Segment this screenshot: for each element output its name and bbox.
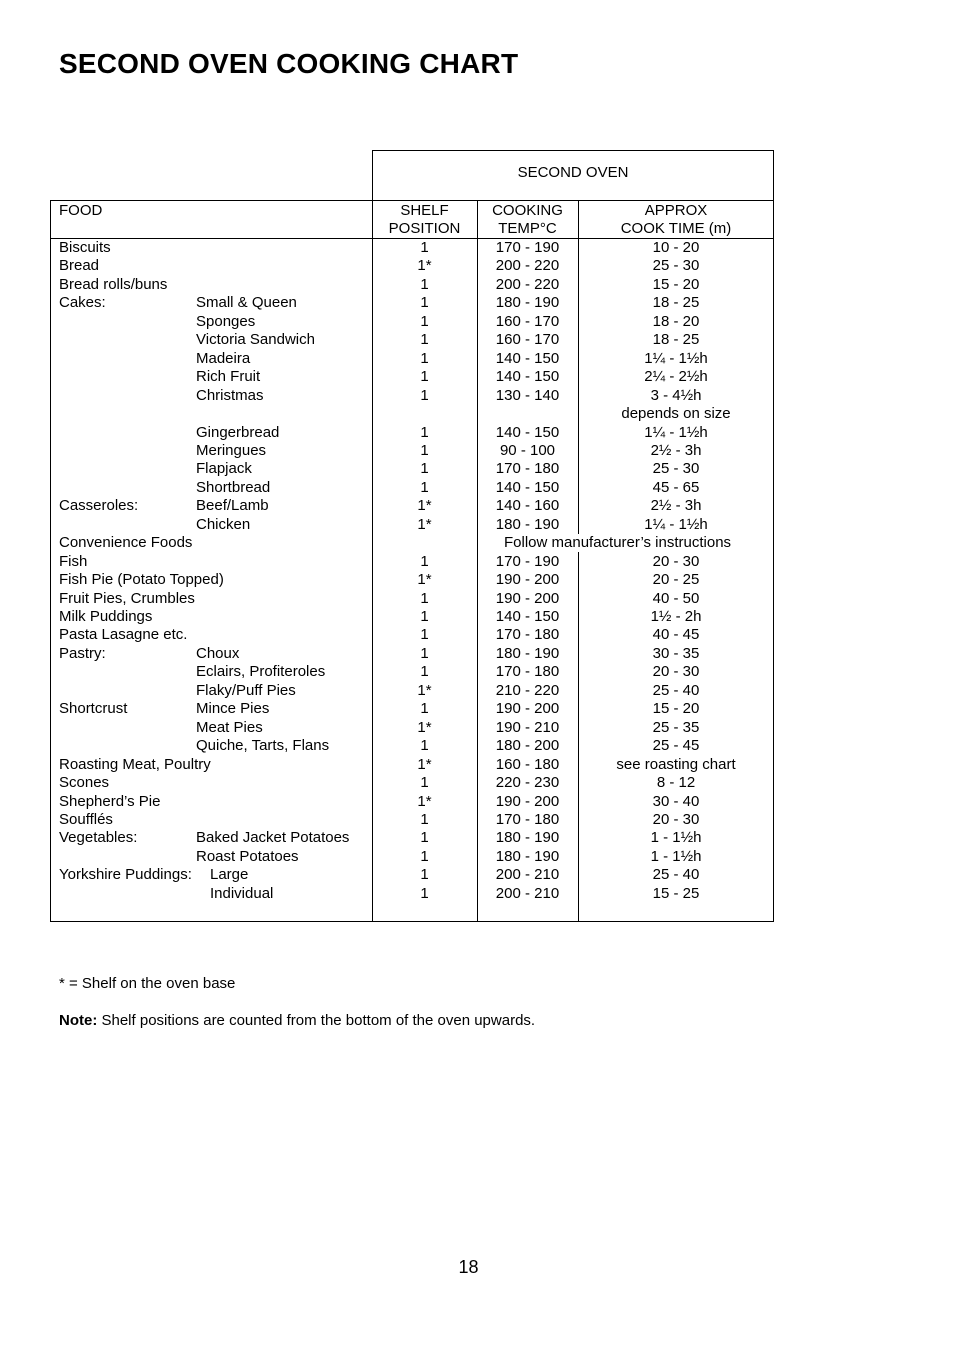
- row-23-shelf: 1: [420, 663, 429, 681]
- row-17-time: 20 - 30: [652, 552, 700, 570]
- row-34-variant: Large: [210, 866, 249, 884]
- row-14-variant: Beef/Lamb: [196, 497, 269, 515]
- time-header-line1: APPROX: [644, 202, 708, 219]
- row-14-temp: 140 - 160: [495, 497, 560, 515]
- row-7-time: 2¼ - 2½h: [644, 368, 708, 386]
- row-15-shelf: 1*: [417, 515, 432, 533]
- row-2-temp: 200 - 220: [495, 275, 560, 293]
- row-21-temp: 170 - 180: [495, 626, 560, 644]
- row-8-time: 3 - 4½h: [650, 386, 702, 404]
- second-oven-heading: SECOND OVEN: [517, 164, 629, 181]
- row-22-time: 30 - 35: [652, 644, 700, 662]
- row-24-shelf: 1*: [417, 681, 432, 699]
- row-34-time: 25 - 40: [652, 866, 700, 884]
- row-21-food: Pasta Lasagne etc.: [59, 626, 188, 644]
- row-19-time: 40 - 50: [652, 589, 700, 607]
- row-5-variant: Victoria Sandwich: [196, 331, 315, 349]
- row-5-time: 18 - 25: [652, 331, 700, 349]
- row-6-shelf: 1: [420, 349, 429, 367]
- row-4-shelf: 1: [420, 312, 429, 330]
- row-11-shelf: 1: [420, 441, 429, 459]
- row-13-temp: 140 - 150: [495, 478, 560, 496]
- temp-header-line2: TEMP°C: [498, 220, 557, 237]
- row-17-temp: 170 - 190: [495, 552, 560, 570]
- row-6-temp: 140 - 150: [495, 349, 560, 367]
- page-title: SECOND OVEN COOKING CHART: [59, 48, 519, 79]
- row-14-time: 2½ - 3h: [650, 497, 702, 515]
- row-16-food: Convenience Foods: [59, 534, 193, 552]
- row-0-shelf: 1: [420, 239, 429, 256]
- row-18-food: Fish Pie (Potato Topped): [59, 571, 224, 589]
- row-11-temp: 90 - 100: [499, 441, 556, 459]
- row-22-temp: 180 - 190: [495, 644, 560, 662]
- row-30-temp: 190 - 200: [495, 792, 560, 810]
- row-15-time: 1¼ - 1½h: [644, 515, 708, 533]
- row-35-variant: Individual: [210, 884, 274, 902]
- row-28-temp: 160 - 180: [495, 755, 560, 773]
- row-29-shelf: 1: [420, 774, 429, 792]
- row-3-variant: Small & Queen: [196, 294, 297, 312]
- row-6-variant: Madeira: [196, 349, 251, 367]
- row-34-temp: 200 - 210: [495, 866, 560, 884]
- row-23-temp: 170 - 180: [495, 663, 560, 681]
- row-20-shelf: 1: [420, 608, 429, 625]
- row-6-time: 1¼ - 1½h: [644, 349, 708, 367]
- row-0-time: 10 - 20: [652, 239, 700, 256]
- row-12-time: 25 - 30: [652, 460, 700, 478]
- row-17-food: Fish: [59, 552, 88, 570]
- row-24-variant: Flaky/Puff Pies: [196, 681, 296, 699]
- row-28-food: Roasting Meat, Poultry: [59, 755, 211, 773]
- row-31-temp: 170 - 180: [495, 810, 560, 828]
- row-15-temp: 180 - 190: [495, 515, 560, 533]
- row-2-time: 15 - 20: [652, 275, 700, 293]
- row-32-variant: Baked Jacket Potatoes: [196, 829, 350, 847]
- row-4-variant: Sponges: [196, 312, 256, 330]
- row-13-variant: Shortbread: [196, 478, 271, 496]
- row-26-temp: 190 - 210: [495, 718, 560, 736]
- row-30-shelf: 1*: [417, 792, 432, 810]
- row-25-variant: Mince Pies: [196, 700, 270, 718]
- row-19-food: Fruit Pies, Crumbles: [59, 589, 195, 607]
- row-24-temp: 210 - 220: [495, 681, 560, 699]
- row-10-temp: 140 - 150: [495, 423, 560, 441]
- row-32-time: 1 - 1½h: [650, 829, 702, 847]
- time-header-line2: COOK TIME (m): [620, 220, 732, 237]
- row-12-temp: 170 - 180: [495, 460, 560, 478]
- row-14-shelf: 1*: [417, 497, 432, 515]
- row-3-food: Cakes:: [59, 294, 106, 312]
- row-32-temp: 180 - 190: [495, 829, 560, 847]
- row-16-instructions: Follow manufacturer’s instructions: [504, 534, 732, 552]
- row-31-shelf: 1: [420, 810, 429, 828]
- row-23-time: 20 - 30: [652, 663, 700, 681]
- row-25-temp: 190 - 200: [495, 700, 560, 718]
- temp-header-line1: COOKING: [492, 202, 563, 219]
- row-30-food: Shepherd’s Pie: [59, 792, 161, 810]
- row-30-time: 30 - 40: [652, 792, 700, 810]
- row-8-temp: 130 - 140: [495, 386, 560, 404]
- row-33-temp: 180 - 190: [495, 847, 560, 865]
- row-25-shelf: 1: [420, 700, 429, 718]
- row-34-food: Yorkshire Puddings:: [59, 866, 192, 884]
- shelf-header-line2: POSITION: [388, 220, 461, 237]
- row-33-time: 1 - 1½h: [650, 847, 702, 865]
- row-2-food: Bread rolls/buns: [59, 275, 168, 293]
- row-12-variant: Flapjack: [196, 460, 252, 478]
- row-24-time: 25 - 40: [652, 681, 700, 699]
- row-27-variant: Quiche, Tarts, Flans: [196, 737, 330, 755]
- note-label: Note:: [59, 1012, 98, 1029]
- row-8-shelf: 1: [420, 386, 429, 404]
- row-26-variant: Meat Pies: [196, 718, 263, 736]
- row-10-variant: Gingerbread: [196, 423, 280, 441]
- row-35-shelf: 1: [420, 884, 429, 902]
- time-column-header: [578, 202, 774, 238]
- row-31-time: 20 - 30: [652, 810, 700, 828]
- row-1-temp: 200 - 220: [495, 257, 560, 275]
- row-25-time: 15 - 20: [652, 700, 700, 718]
- row-21-shelf: 1: [420, 626, 429, 644]
- row-35-temp: 200 - 210: [495, 884, 560, 902]
- row-32-food: Vegetables:: [59, 829, 138, 847]
- row-29-temp: 220 - 230: [495, 774, 560, 792]
- temp-column-header: [477, 202, 578, 238]
- row-10-shelf: 1: [420, 423, 429, 441]
- row-7-shelf: 1: [420, 368, 429, 386]
- row-33-variant: Roast Potatoes: [196, 847, 299, 865]
- row-29-food: Scones: [59, 774, 110, 792]
- row-1-time: 25 - 30: [652, 257, 700, 275]
- row-20-temp: 140 - 150: [495, 608, 560, 625]
- row-20-time: 1½ - 2h: [650, 608, 702, 625]
- row-20-food: Milk Puddings: [59, 608, 153, 625]
- row-3-time: 18 - 25: [652, 294, 700, 312]
- row-23-variant: Eclairs, Profiteroles: [196, 663, 326, 681]
- cooking-chart-table: [50, 150, 774, 922]
- row-25-food: Shortcrust: [59, 700, 128, 718]
- row-31-food: Soufflés: [59, 810, 113, 828]
- shelf-note: [59, 1012, 535, 1030]
- row-13-shelf: 1: [420, 478, 429, 496]
- row-19-temp: 190 - 200: [495, 589, 560, 607]
- row-22-shelf: 1: [420, 644, 429, 662]
- row-0-food: Biscuits: [59, 239, 111, 256]
- row-33-shelf: 1: [420, 847, 429, 865]
- row-34-shelf: 1: [420, 866, 429, 884]
- row-22-variant: Choux: [196, 644, 240, 662]
- row-1-shelf: 1*: [417, 257, 432, 275]
- shelf-column-header: [372, 202, 477, 238]
- page-number: 18: [458, 1257, 479, 1277]
- row-32-shelf: 1: [420, 829, 429, 847]
- row-26-shelf: 1*: [417, 718, 432, 736]
- row-5-temp: 160 - 170: [495, 331, 560, 349]
- row-5-shelf: 1: [420, 331, 429, 349]
- row-28-time: see roasting chart: [616, 755, 736, 773]
- row-12-shelf: 1: [420, 460, 429, 478]
- row-27-shelf: 1: [420, 737, 429, 755]
- row-18-time: 20 - 25: [652, 571, 700, 589]
- row-3-temp: 180 - 190: [495, 294, 560, 312]
- row-0-temp: 170 - 190: [495, 239, 560, 256]
- row-18-temp: 190 - 200: [495, 571, 560, 589]
- row-7-temp: 140 - 150: [495, 368, 560, 386]
- row-15-variant: Chicken: [196, 515, 251, 533]
- row-11-time: 2½ - 3h: [650, 441, 702, 459]
- food-column-header: FOOD: [59, 202, 103, 219]
- row-26-time: 25 - 35: [652, 718, 700, 736]
- row-27-temp: 180 - 200: [495, 737, 560, 755]
- row-9-time: depends on size: [621, 405, 731, 423]
- note-text: Shelf positions are counted from the bottom of the oven upwards.: [97, 1012, 536, 1029]
- row-4-temp: 160 - 170: [495, 312, 560, 330]
- row-11-variant: Meringues: [196, 441, 267, 459]
- row-18-shelf: 1*: [417, 571, 432, 589]
- row-14-food: Casseroles:: [59, 497, 139, 515]
- row-29-time: 8 - 12: [656, 774, 696, 792]
- row-8-variant: Christmas: [196, 386, 264, 404]
- row-13-time: 45 - 65: [652, 478, 700, 496]
- row-22-food: Pastry:: [59, 644, 106, 662]
- row-27-time: 25 - 45: [652, 737, 700, 755]
- row-2-shelf: 1: [420, 275, 429, 293]
- row-19-shelf: 1: [420, 589, 429, 607]
- row-1-food: Bread: [59, 257, 100, 275]
- row-17-shelf: 1: [420, 552, 429, 570]
- row-4-time: 18 - 20: [652, 312, 700, 330]
- shelf-header-line1: SHELF: [400, 202, 449, 219]
- row-3-shelf: 1: [420, 294, 429, 312]
- row-28-shelf: 1*: [417, 755, 432, 773]
- row-21-time: 40 - 45: [652, 626, 700, 644]
- shelf-footnote: * = Shelf on the oven base: [59, 975, 236, 992]
- row-10-time: 1¼ - 1½h: [644, 423, 708, 441]
- row-7-variant: Rich Fruit: [196, 368, 261, 386]
- row-35-time: 15 - 25: [652, 884, 700, 902]
